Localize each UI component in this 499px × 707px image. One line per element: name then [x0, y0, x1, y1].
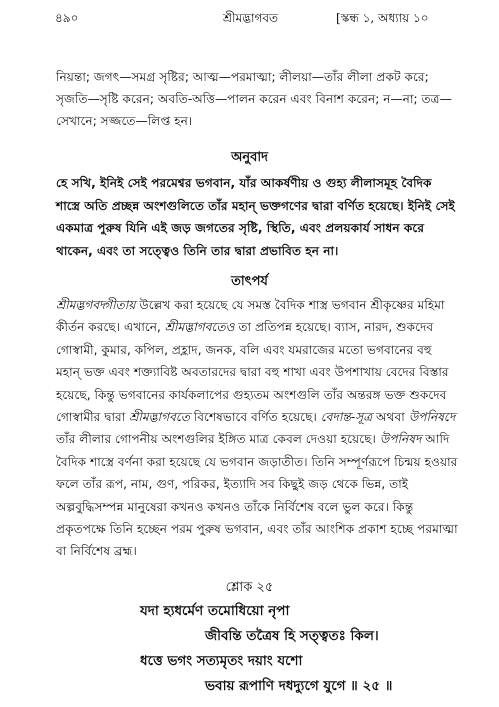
- purport-text: বিশেষভাবে বর্ণিত হয়েছে।: [189, 410, 321, 425]
- purport: [56, 294, 458, 563]
- translation-text: হে সখি, ইনিই সেই পরমেশ্বর ভগবান, যাঁর আকর্ষণীয় ও গুহ্য লীলাসমূহ বৈদিক শাস্ত্রে অতি প্রচ্ছন্ন অংশগুলিতে তাঁর মহান্‌ ভক্তগণের দ্বারা বর্ণিত হয়েছে। ইনিই সেই একমাত্র পুরুষ যিনি এই জড় জগতের সৃষ্টি, স্থিতি, এবং প্রলয়কার্য সাধন করে থাকেন, এবং তা সত্ত্বেও তিনি তার দ্বারা প্রভাবিত হন না।: [56, 176, 455, 258]
- translation: [56, 172, 458, 262]
- book-title: শ্রীমদ্ভাগবত: [223, 11, 279, 25]
- word-gloss: [56, 66, 458, 132]
- scripture-title: বেদান্ত-সূত্র: [320, 410, 373, 425]
- scripture-title: শ্রীমদ্ভাগবতে: [129, 410, 190, 425]
- purport-text: অথবা: [372, 410, 409, 425]
- scripture-title: উপনিষদে: [408, 410, 456, 425]
- chapter-reference: [স্কন্ধ ১, অধ্যায় ১০: [336, 11, 429, 25]
- purport-text: উল্লেখ করা হয়েছে যে সমস্ত বৈদিক শাস্ত্র ভগবান শ্রীকৃষ্ণের মহিমা কীর্তন করছে। এখানে,: [56, 298, 445, 335]
- gloss-text: নিয়ন্তা; জগৎ—সমগ্র সৃষ্টির; আত্ম—পরমাত্মা; লীলয়া—তাঁর লীলা প্রকট করে; সৃজতি—সৃষ্টি করেন; অবতি-অত্তি—পালন করেন এবং বিনাশ করেন; ন—না; তত্র—সেখানে; সজ্জতে—লিপ্ত হন।: [56, 70, 452, 128]
- verse-line-1: যদা হ্যধর্মেণ তমোধিয়ো নৃপা: [140, 603, 290, 619]
- translation-heading: অনুবাদ: [231, 150, 268, 165]
- purport-text: তাঁর লীলার গোপনীয় অংশগুলির ইঙ্গিত মাত্র কেবল দেওয়া হয়েছে।: [56, 432, 380, 447]
- purport-text: তা প্রতিপন্ন হয়েছে। ব্যাস, নারদ, শুকদেব গোস্বামী, কুমার, কপিল, প্রহ্লাদ, জনক, বলি এবং যমরাজের মতো ভগবানের বহু মহান্‌ ভক্ত এবং শক্ত্যাবিষ্ট অবতারদের দ্বারা বহু শাখা এবং উপশাখায় বেদের বিস্তার হয়েছে, কিন্তু ভগবানের কার্যকলাপের গুহ্যতম অংশগুলি তাঁর অন্তরঙ্গ ভক্ত শুকদেব গোস্বামীর দ্বারা: [56, 320, 449, 425]
- verse-line-3: ধত্তে ভগং সত্যমৃতং দয়াং যশো: [140, 653, 303, 669]
- running-header: [0, 6, 499, 26]
- scripture-title: শ্রীমদ্ভগবদ্গীতায়: [56, 298, 136, 312]
- purport-paragraph: [56, 294, 458, 563]
- purport-text: আদি বৈদিক শাস্ত্রে বর্ণনা করা হয়েছে যে ভগবান জড়াতীত। তিনি সম্পূর্ণরূপে চিন্ময় হওয়ার ফলে তাঁর রূপ, নাম, গুণ, পরিকর, ইত্যাদি সব কিছুই জড় থেকে ভিন্ন, তাই অল্পবুদ্ধিসম্পন্ন মানুষেরা কখনও কখনও তাঁকে নির্বিশেষ বলে ভুল করে। কিন্তু প্রকৃতপক্ষে তিনি হচ্ছেন পরম পুরুষ ভগবান, এবং তাঁর আংশিক প্রকাশ হচ্ছে পরমাত্মা বা নির্বিশেষ ব্রহ্ম।: [56, 432, 458, 559]
- verse-line-2: জীবন্তি তত্রৈষ হি সত্ত্বতঃ কিল।: [205, 628, 379, 644]
- verse-heading: শ্লোক ২৫: [225, 580, 274, 595]
- verse-line-4: ভবায় রূপাণি দধদ্যুগে যুগে ॥ ২৫ ॥: [205, 678, 393, 694]
- page-number: ৪৯০: [55, 11, 79, 25]
- purport-heading: তাৎপর্য: [231, 274, 268, 289]
- scripture-title: উপনিষদ: [379, 432, 422, 447]
- scripture-title: শ্রীমদ্ভাগবতেও: [164, 320, 235, 335]
